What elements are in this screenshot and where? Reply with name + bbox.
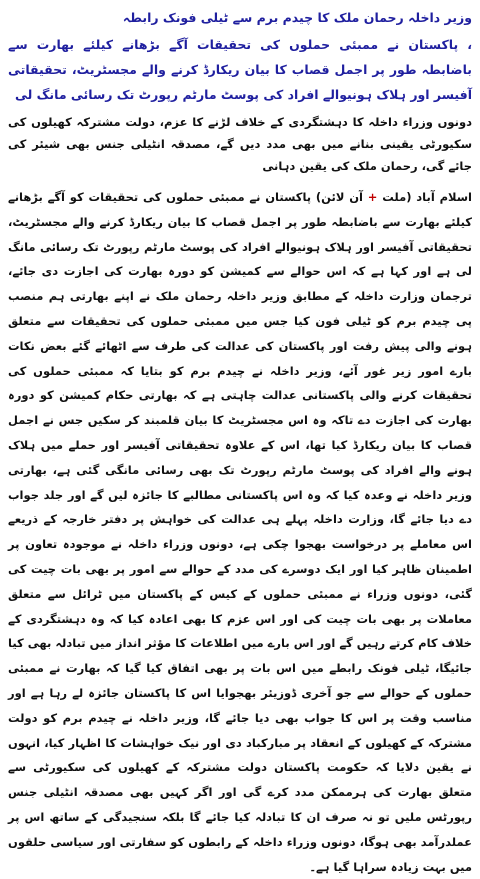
dateline-plus: +: [367, 190, 378, 204]
dateline-city: اسلام آباد (ملت: [377, 190, 472, 204]
article-body-text: پاکستان نے ممبئی حملوں کی تحقیقات کو آگے بڑھانے کیلئے بھارت سے باضابطہ طور پر اجمل قصاب کا بیان ریکارڈ کرنے والے مجسٹریٹ، تحقیقاتی آفیسر اور ہلاک ہونیوالے افراد کی پوسٹ مارٹم رپورٹ تک رسائی مانگ لی ہے اور کہا ہے کہ اس حوالے سے کمیشن کو دورہ بھارت کی اجازت دی جائے، ترجمان وزارت داخلہ کے مطابق وزیر داخلہ رحمان ملک نے اپنے بھارتی ہم منصب پی چیدم برم کو ٹیلی فون کیا جس میں ممبئی حملوں کی تحقیقات سے متعلق ہونے والی پیش رفت اور پاکستان کی عدالت کی طرف سے اٹھائے گئے بعض نکات بارے امور زیر غور آئے، وزیر داخلہ نے چیدم برم کو بتایا کہ ممبئی حملوں کی تحقیقات کرنے والی پاکستانی عدالت چاہتی ہے کہ بھارتی حکام کمیشن کو دورہ بھارت کی اجازت دے تاکہ وہ اس مجسٹریٹ کا بیان قلمبند کر سکیں جس نے اجمل قصاب کا بیان ریکارڈ کیا تھا، اس کے علاوہ تحقیقاتی آفیسر اور حملے میں ہلاک ہونے والے افراد کی پوسٹ مارٹم رپورٹ تک بھی رسائی مانگی گئی ہے، بھارتی وزیر داخلہ نے وعدہ کیا کہ وہ اس پاکستانی مطالبے کا جائزہ لیں گے اور جلد جواب دے دیا جائے گا، وزارت داخلہ پہلے ہی عدالت کی خواہش پر دفتر خارجہ کے ذریعے اس معاملے پر درخواست بھجوا چکی ہے، دونوں وزراء داخلہ نے موجودہ تعاون پر اطمینان ظاہر کیا اور ایک دوسرے کی مدد کے حوالے سے امور پر بھی بات چیت کی گئی، دونوں وزراء نے ممبئی حملوں کے کیس کے پاکستان میں ٹرائل سے متعلق معاملات پر بھی بات چیت کی اور اس عزم کا بھی اعادہ کیا کہ وہ دہشتگردی کے خلاف کام کرتے رہیں گے اور اس بارے میں اطلاعات کا مؤثر انداز میں تبادلہ بھی کیا جائیگا، ٹیلی فونک رابطے میں اس بات پر بھی اتفاق کیا گیا کہ بھارت نے ممبئی حملوں کے حوالے سے جو آخری ڈوزیئر بھجوایا اس کا پاکستان جائزہ لے رہا ہے اور مناسب وقت پر اس کا جواب بھی دیا جائے گا، وزیر داخلہ نے چیدم برم کو دولت مشترکہ کے کھیلوں کے انعقاد پر مبارکباد دی اور نیک خواہشات کا اظہار کیا، انہوں نے یقین دلایا کہ حکومت پاکستان دولت مشترکہ کے کھیلوں کی سکیورٹی سے متعلق بھارت کی ہرممکن مدد کرے گی اور اگر کہیں بھی مصدقہ انٹیلی جنس رپورٹس ملیں تو نہ صرف ان کا تبادلہ کیا جائے گا بلکہ سنجیدگی کے ساتھ اس پر عملدرآمد بھی ہوگا، دونوں وزراء داخلہ کے رابطوں کو سفارتی اور سیاسی حلقوں میں بہت زیادہ سراہا گیا ہے۔: [8, 190, 472, 874]
article-body: [8, 185, 472, 879]
article-headline: وزیر داخلہ رحمان ملک کا چیدم برم سے ٹیلی فونک رابطہ: [122, 10, 472, 25]
dateline-agency: آن لائن): [315, 190, 368, 204]
article-summary: دونوں وزراء داخلہ کا دہشتگردی کے خلاف لڑنے کا عزم، دولت مشترکہ کھیلوں کی سکیورٹی یقینی بنانے میں بھی مدد دیں گے، مصدقہ انٹیلی جنس بھی شیئر کی جائے گی، رحمان ملک کی یقین دہانی: [8, 115, 472, 173]
article-subheadline: ، پاکستان نے ممبئی حملوں کی تحقیقات آگے بڑھانے کیلئے بھارت سے باضابطہ طور پر اجمل قصاب کا بیان ریکارڈ کرنے والے مجسٹریٹ، تحقیقاتی آفیسر اور ہلاک ہونیوالے افراد کی پوسٹ مارٹم رپورٹ تک رسائی مانگ لی: [8, 37, 472, 102]
